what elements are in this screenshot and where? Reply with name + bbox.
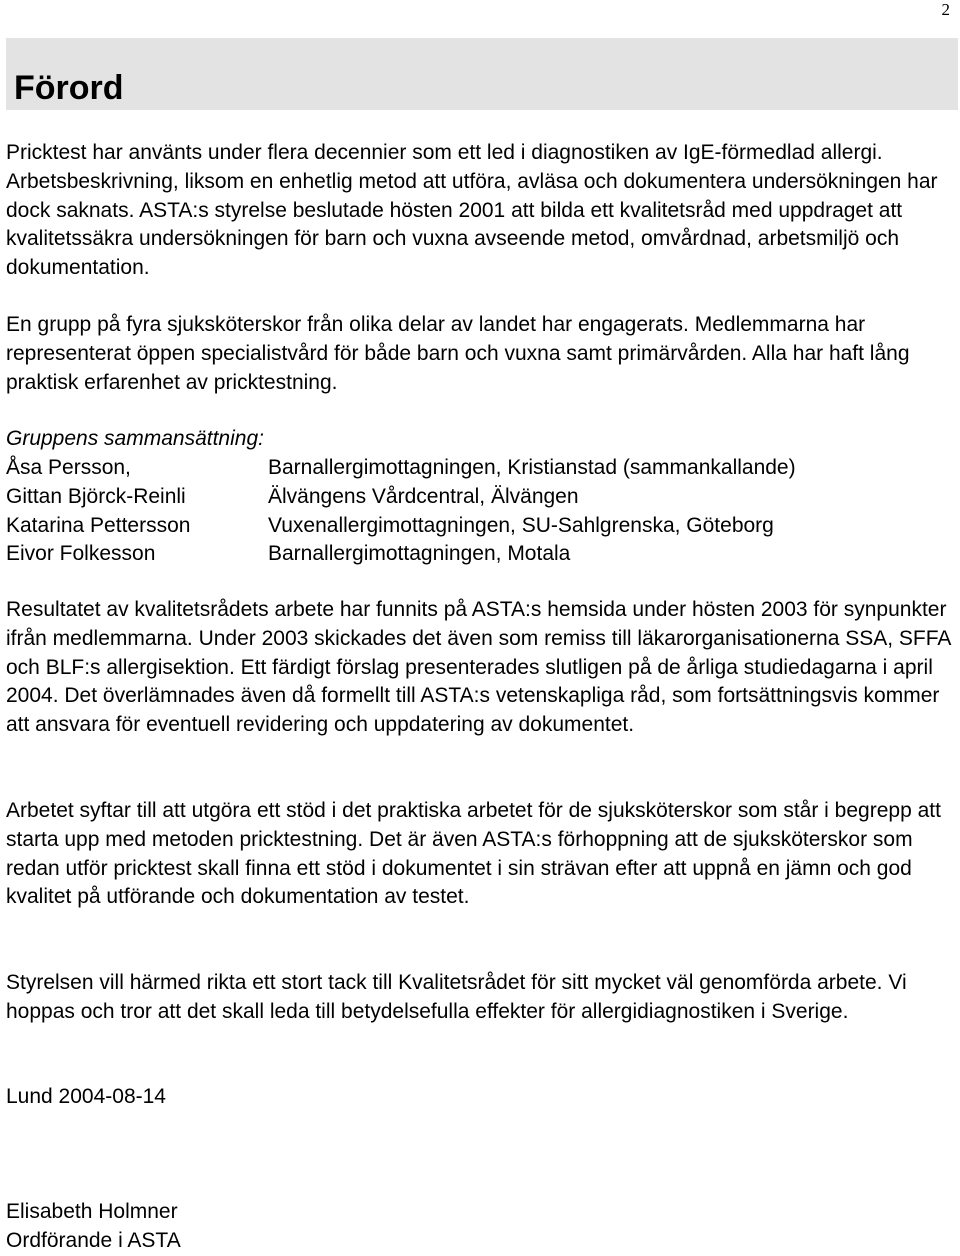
date-line: Lund 2004-08-14 xyxy=(6,1085,166,1108)
member-row xyxy=(6,512,956,541)
paragraph-thanks: Styrelsen vill härmed rikta ett stort tack till Kvalitetsrådet för sitt mycket väl genomförda arbete. Vi hoppas och tror att det skall leda till betydelsefulla effekter för allergidiagnostiken i Sverige. xyxy=(6,971,907,1023)
member-list xyxy=(6,454,956,569)
member-name: Katarina Pettersson xyxy=(6,513,191,537)
member-org: Barnallergimottagningen, Motala xyxy=(268,542,571,566)
member-org: Vuxenallergimottagningen, SU-Sahlgrenska, Göteborg xyxy=(268,513,774,537)
page-title: Förord xyxy=(14,69,124,107)
paragraph-purpose: Arbetet syftar till att utgöra ett stöd i det praktiska arbetet för de sjuksköterskor som står i begrepp att starta upp med metoden pricktestning. Det är även ASTA:s förhoppning att de sjuksköterskor som redan utför pricktest skall finna ett stöd i dokumentet i sin strävan efter att uppnå en jämn och god kvalitet på utförande och dokumentation av testet. xyxy=(6,799,941,909)
member-row xyxy=(6,483,956,512)
heading-band xyxy=(6,38,958,110)
member-org: Barnallergimottagningen, Kristianstad (sammankallande) xyxy=(268,456,796,479)
member-row xyxy=(6,454,956,483)
page-number: 2 xyxy=(941,0,950,19)
paragraph-group: En grupp på fyra sjuksköterskor från olika delar av landet har engagerats. Medlemmarna har representerat öppen specialistvård för både barn och vuxna samt primärvården. Alla har haft lång praktisk erfarenhet av pricktestning. xyxy=(6,313,910,394)
signature-block xyxy=(6,1198,956,1256)
member-name: Gittan Björck-Reinli xyxy=(6,484,186,508)
member-name: Eivor Folkesson xyxy=(6,542,156,566)
paragraph-results: Resultatet av kvalitetsrådets arbete har funnits på ASTA:s hemsida under hösten 2003 för synpunkter ifrån medlemmarna. Under 2003 skickades det även som remiss till läkarorganisationerna SSA, SFFA och BLF:s allergisektion. Ett färdigt förslag presenterades slutligen på de årliga studiedagarna i april 2004. Det överlämnades även då formellt till ASTA:s vetenskapliga råd, som fortsättningsvis kommer att ansvara för eventuell revidering och uppdatering av dokumentet. xyxy=(6,598,951,737)
group-heading: Gruppens sammansättning: xyxy=(6,427,264,450)
signature-name: Elisabeth Holmner xyxy=(6,1200,178,1223)
signature-role: Ordförande i ASTA xyxy=(6,1228,181,1252)
paragraph-intro: Pricktest har använts under flera decennier som ett led i diagnostiken av IgE-förmedlad allergi. Arbetsbeskrivning, liksom en enhetlig metod att utföra, avläsa och dokumentera undersökningen har dock saknats. ASTA:s styrelse beslutade hösten 2001 att bilda ett kvalitetsråd med uppdraget att kvalitetssäkra undersökningen för barn och vuxna avseende metod, omvårdnad, arbetsmiljö och dokumentation. xyxy=(6,141,938,280)
member-row xyxy=(6,540,956,569)
member-name: Åsa Persson, xyxy=(6,456,131,479)
member-org: Älvängens Vårdcentral, Älvängen xyxy=(268,484,579,508)
